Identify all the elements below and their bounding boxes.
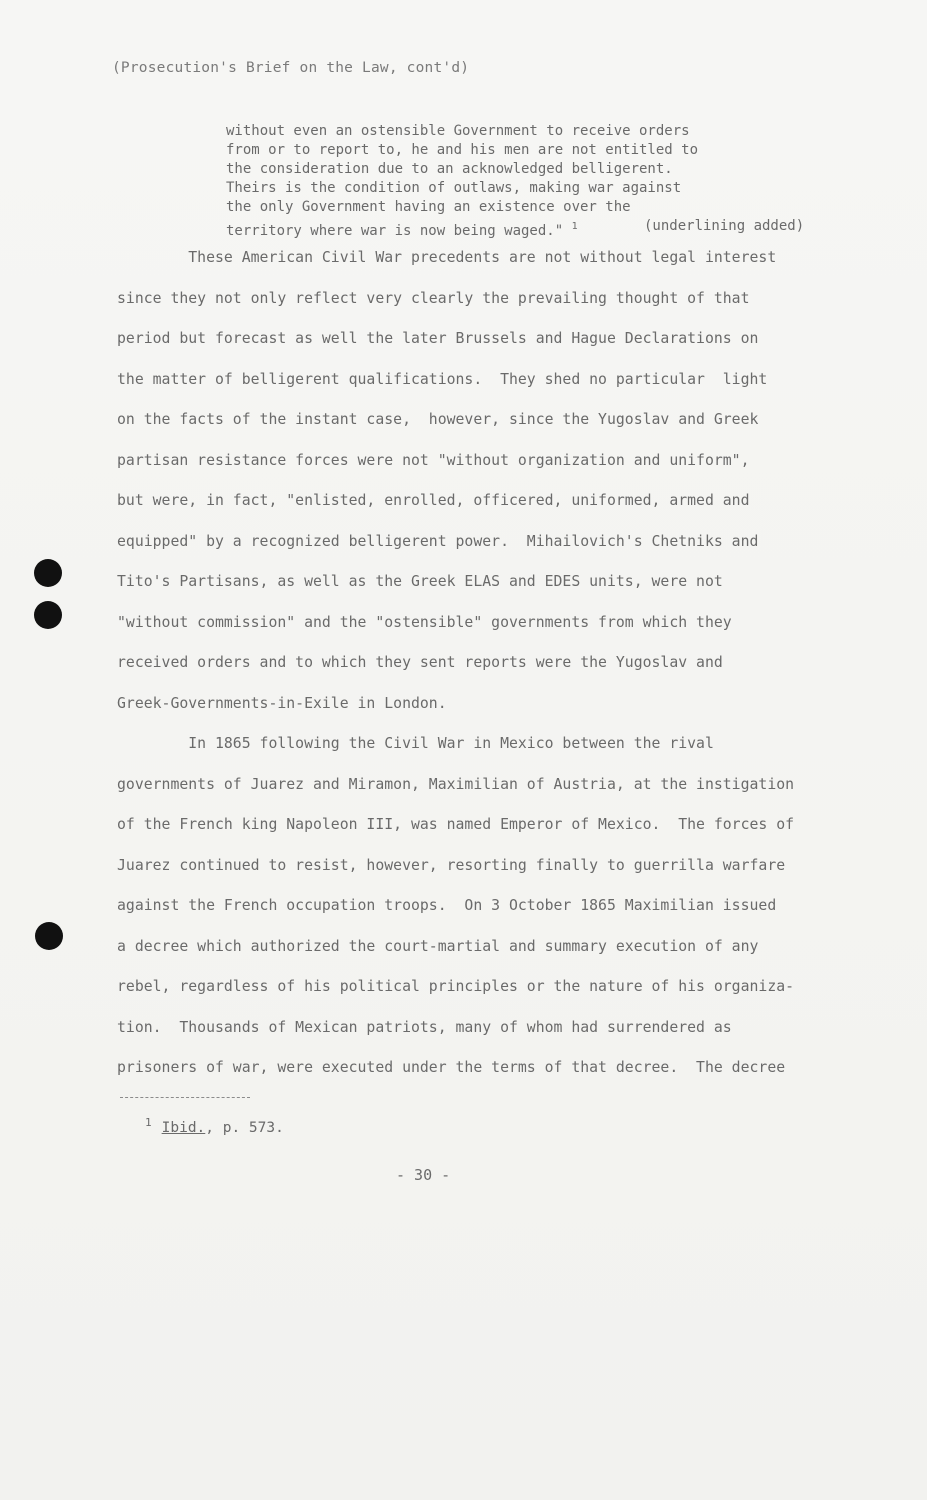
- body-line: a decree which authorized the court-martial and summary execution of any: [117, 937, 759, 955]
- quote-line: [226, 217, 846, 239]
- body-line: partisan resistance forces were not "without organization and uniform",: [117, 451, 750, 469]
- underlining-note: (underlining added): [644, 218, 805, 234]
- quote-line: the only Government having an existence over the: [226, 199, 631, 215]
- body-line: tion. Thousands of Mexican patriots, many of whom had surrendered as: [117, 1018, 732, 1036]
- body-line: of the French king Napoleon III, was named Emperor of Mexico. The forces of: [117, 816, 795, 833]
- body-line: governments of Juarez and Miramon, Maximilian of Austria, at the instigation: [117, 775, 795, 793]
- punch-hole-icon: [34, 559, 62, 587]
- body-line: but were, in fact, "enlisted, enrolled, officered, uniformed, armed and: [117, 492, 750, 509]
- block-quote: [226, 122, 846, 239]
- footnote-ibid: Ibid.: [161, 1120, 206, 1136]
- running-header: (Prosecution's Brief on the Law, cont'd): [112, 60, 470, 76]
- footnote-reference: 1: [571, 221, 578, 232]
- body-line: These American Civil War precedents are not without legal interest: [117, 249, 777, 266]
- body-line: Juarez continued to resist, however, resorting finally to guerrilla warfare: [117, 856, 786, 874]
- body-line: on the facts of the instant case, however, since the Yugoslav and Greek: [117, 411, 759, 428]
- quote-line: without even an ostensible Government to receive orders: [226, 123, 690, 139]
- punch-hole-icon: [35, 922, 63, 950]
- body-line: rebel, regardless of his political principles or the nature of his organiza-: [117, 978, 795, 995]
- body-line: Greek-Governments-in-Exile in London.: [117, 694, 447, 712]
- body-line: equipped" by a recognized belligerent power. Mihailovich's Chetniks and: [117, 532, 759, 550]
- body-line: against the French occupation troops. On 3 October 1865 Maximilian issued: [117, 897, 777, 914]
- body-line: "without commission" and the "ostensible" governments from which they: [117, 613, 732, 631]
- body-line: prisoners of war, were executed under the terms of that decree. The decree: [117, 1059, 786, 1076]
- body-line: received orders and to which they sent reports were the Yugoslav and: [117, 654, 723, 671]
- body-line: the matter of belligerent qualifications. They shed no particular light: [117, 370, 768, 388]
- body-line: since they not only reflect very clearly the prevailing thought of that: [117, 289, 750, 307]
- footnote-text: , p. 573.: [205, 1120, 284, 1136]
- body-line: period but forecast as well the later Brussels and Hague Declarations on: [117, 330, 759, 347]
- punch-hole-icon: [34, 601, 62, 629]
- quote-last-text: territory where war is now being waged.": [226, 223, 564, 239]
- quote-line: the consideration due to an acknowledged belligerent.: [226, 161, 673, 177]
- body-text: [117, 249, 847, 1100]
- body-line: In 1865 following the Civil War in Mexico between the rival: [117, 735, 714, 752]
- footnote-mark: 1: [145, 1116, 152, 1129]
- footnote: [145, 1116, 284, 1136]
- quote-line: Theirs is the condition of outlaws, making war against: [226, 180, 682, 196]
- page-number: - 30 -: [396, 1166, 451, 1184]
- footnote-divider: [120, 1097, 250, 1098]
- quote-line: from or to report to, he and his men are not entitled to: [226, 142, 699, 158]
- body-line: Tito's Partisans, as well as the Greek ELAS and EDES units, were not: [117, 573, 723, 590]
